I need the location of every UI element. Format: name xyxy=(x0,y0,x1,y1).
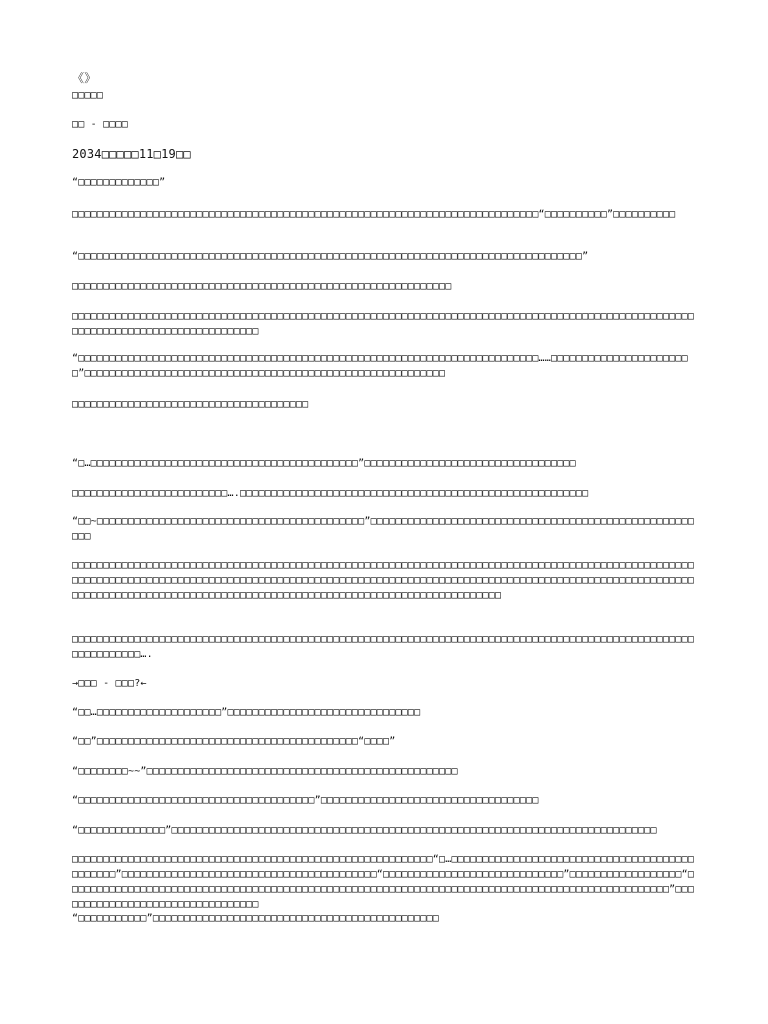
document-subtitle: □□□□□ xyxy=(72,90,104,101)
paragraph: □□□□□□□□□□□□□□□□□□□□□□□□□□□□□□□□□□□□□□□□□□□□□□□□□□□□□□□□□□□□□□□□□□□□□□□□□□□“□□□□□□□□□□”□□□□□□□□□□ xyxy=(72,209,676,220)
paragraph: “□□□□□□□□□□□□□□”□□□□□□□□□□□□□□□□□□□□□□□□□□□□□□□□□□□□□□□□□□□□□□□□□□□□□□□□□□□□□□□□□□□□□□□□□□□□□□ xyxy=(72,825,657,836)
paragraph: “□□□□□□□□~~”□□□□□□□□□□□□□□□□□□□□□□□□□□□□□□□□□□□□□□□□□□□□□□□□□□ xyxy=(72,766,458,777)
paragraph: □□□□□□□□□□□□□□□□□□□□□□□□□□□□□□□□□□□□□□□□□□□□□□□□□□□□□□□□□□□□□□□□□□□□□□□□□□□□□□□□□□□□□□□□□□□□□□□□□□□□□□□□□□□□□□□…. xyxy=(72,634,695,660)
paragraph: “□□~□□□□□□□□□□□□□□□□□□□□□□□□□□□□□□□□□□□□□□□□□□□”□□□□□□□□□□□□□□□□□□□□□□□□□□□□□□□□□□□□□□□□□□□□□□□□□□□□□□□ xyxy=(72,516,695,542)
paragraph: □□□□□□□□□□□□□□□□□□□□□□□□□□□□□□□□□□□□□□ xyxy=(72,399,309,410)
paragraph: “□□□□□□□□□□□”□□□□□□□□□□□□□□□□□□□□□□□□□□□□□□□□□□□□□□□□□□□□□□ xyxy=(72,913,440,924)
document-title: 《》 xyxy=(72,71,97,85)
paragraph: □□□□□□□□□□□□□□□□□□□□□□□□□□□□□□□□□□□□□□□□□□□□□□□□□□□□□□□□□□□□□ xyxy=(72,281,452,292)
paragraph: “□□□□□□□□□□□□□□□□□□□□□□□□□□□□□□□□□□□□□□□□□□□□□□□□□□□□□□□□□□□□□□□□□□□□□□□□□□……□□□□□□□□□□□□□□□□□□□□□□□”□□□□□□□□□□□□□□□□□□□□□□□□□□□□□□□□□□□□□□□□□□□□□□□□□□□□□□□□□□ xyxy=(72,353,688,379)
paragraph: “□□□□□□□□□□□□□□□□□□□□□□□□□□□□□□□□□□□□□□”□□□□□□□□□□□□□□□□□□□□□□□□□□□□□□□□□□□ xyxy=(72,795,539,806)
paragraph: “□□□□□□□□□□□□□□□□□□□□□□□□□□□□□□□□□□□□□□□□□□□□□□□□□□□□□□□□□□□□□□□□□□□□□□□□□□□□□□□□□” xyxy=(72,251,589,262)
author-line: □□ - □□□□ xyxy=(72,119,128,130)
section-marker: →□□□ - □□□?← xyxy=(72,678,147,689)
paragraph: □□□□□□□□□□□□□□□□□□□□□□□□□□□□□□□□□□□□□□□□□□□□□□□□□□□□□□□□□□“□…□□□□□□□□□□□□□□□□□□□□□□□□□□□□□□□□□□□□□□□□□□□□□□”□□□□□□□□□□□□□□□□□□□□□□□□□□□□□□□□□□□□□□□□□“□□□□□□□□□□□□□□□□□□□□□□□□□□□□□”□□□□□□□□□□□□□□□□□□“□□□□□□□□□□□□□□□□□□□□□□□□□□□□□□□□□□□□□□□□□□□□□□□□□□□□□□□□□□□□□□□□□□□□□□□□□□□□□□□□□□□□□□□□□□□□□□□□□”□□□□□□□□□□□□□□□□□□□□□□□□□□□□□□□□□ xyxy=(72,854,695,910)
paragraph: “□□□□□□□□□□□□□” xyxy=(72,177,166,188)
paragraph: □□□□□□□□□□□□□□□□□□□□□□□□□□□□□□□□□□□□□□□□□□□□□□□□□□□□□□□□□□□□□□□□□□□□□□□□□□□□□□□□□□□□□□□□□□□□□□□□□□□□□□□□□□□□□□□□□□□□□□□□□□□□□□□□□□ xyxy=(72,311,695,337)
paragraph: □□□□□□□□□□□□□□□□□□□□□□□□□□□□□□□□□□□□□□□□□□□□□□□□□□□□□□□□□□□□□□□□□□□□□□□□□□□□□□□□□□□□□□□□□□□□□□□□□□□□□□□□□□□□□□□□□□□□□□□□□□□□□□□□□□□□□□□□□□□□□□□□□□□□□□□□□□□□□□□□□□□□□□□□□□□□□□□□□□□□□□□□□□□□□□□□□□□□□□□□□□□□□□□□□□□□□□□□□□□□□□□□□□□□□□□□□□□□□□□□□□□□□□□□□□□□□□□□□□□□□□□□□□□□□ xyxy=(72,560,695,601)
paragraph: “□…□□□□□□□□□□□□□□□□□□□□□□□□□□□□□□□□□□□□□□□□□□□”□□□□□□□□□□□□□□□□□□□□□□□□□□□□□□□□□□ xyxy=(72,458,576,469)
paragraph: □□□□□□□□□□□□□□□□□□□□□□□□□….□□□□□□□□□□□□□□□□□□□□□□□□□□□□□□□□□□□□□□□□□□□□□□□□□□□□□□□□ xyxy=(72,488,589,499)
paragraph: “□□”□□□□□□□□□□□□□□□□□□□□□□□□□□□□□□□□□□□□□□□□□□“□□□□” xyxy=(72,736,396,747)
paragraph: “□□…□□□□□□□□□□□□□□□□□□□□”□□□□□□□□□□□□□□□□□□□□□□□□□□□□□□□ xyxy=(72,707,421,718)
date-line: 2034□□□□□11□19□□ xyxy=(72,147,191,161)
